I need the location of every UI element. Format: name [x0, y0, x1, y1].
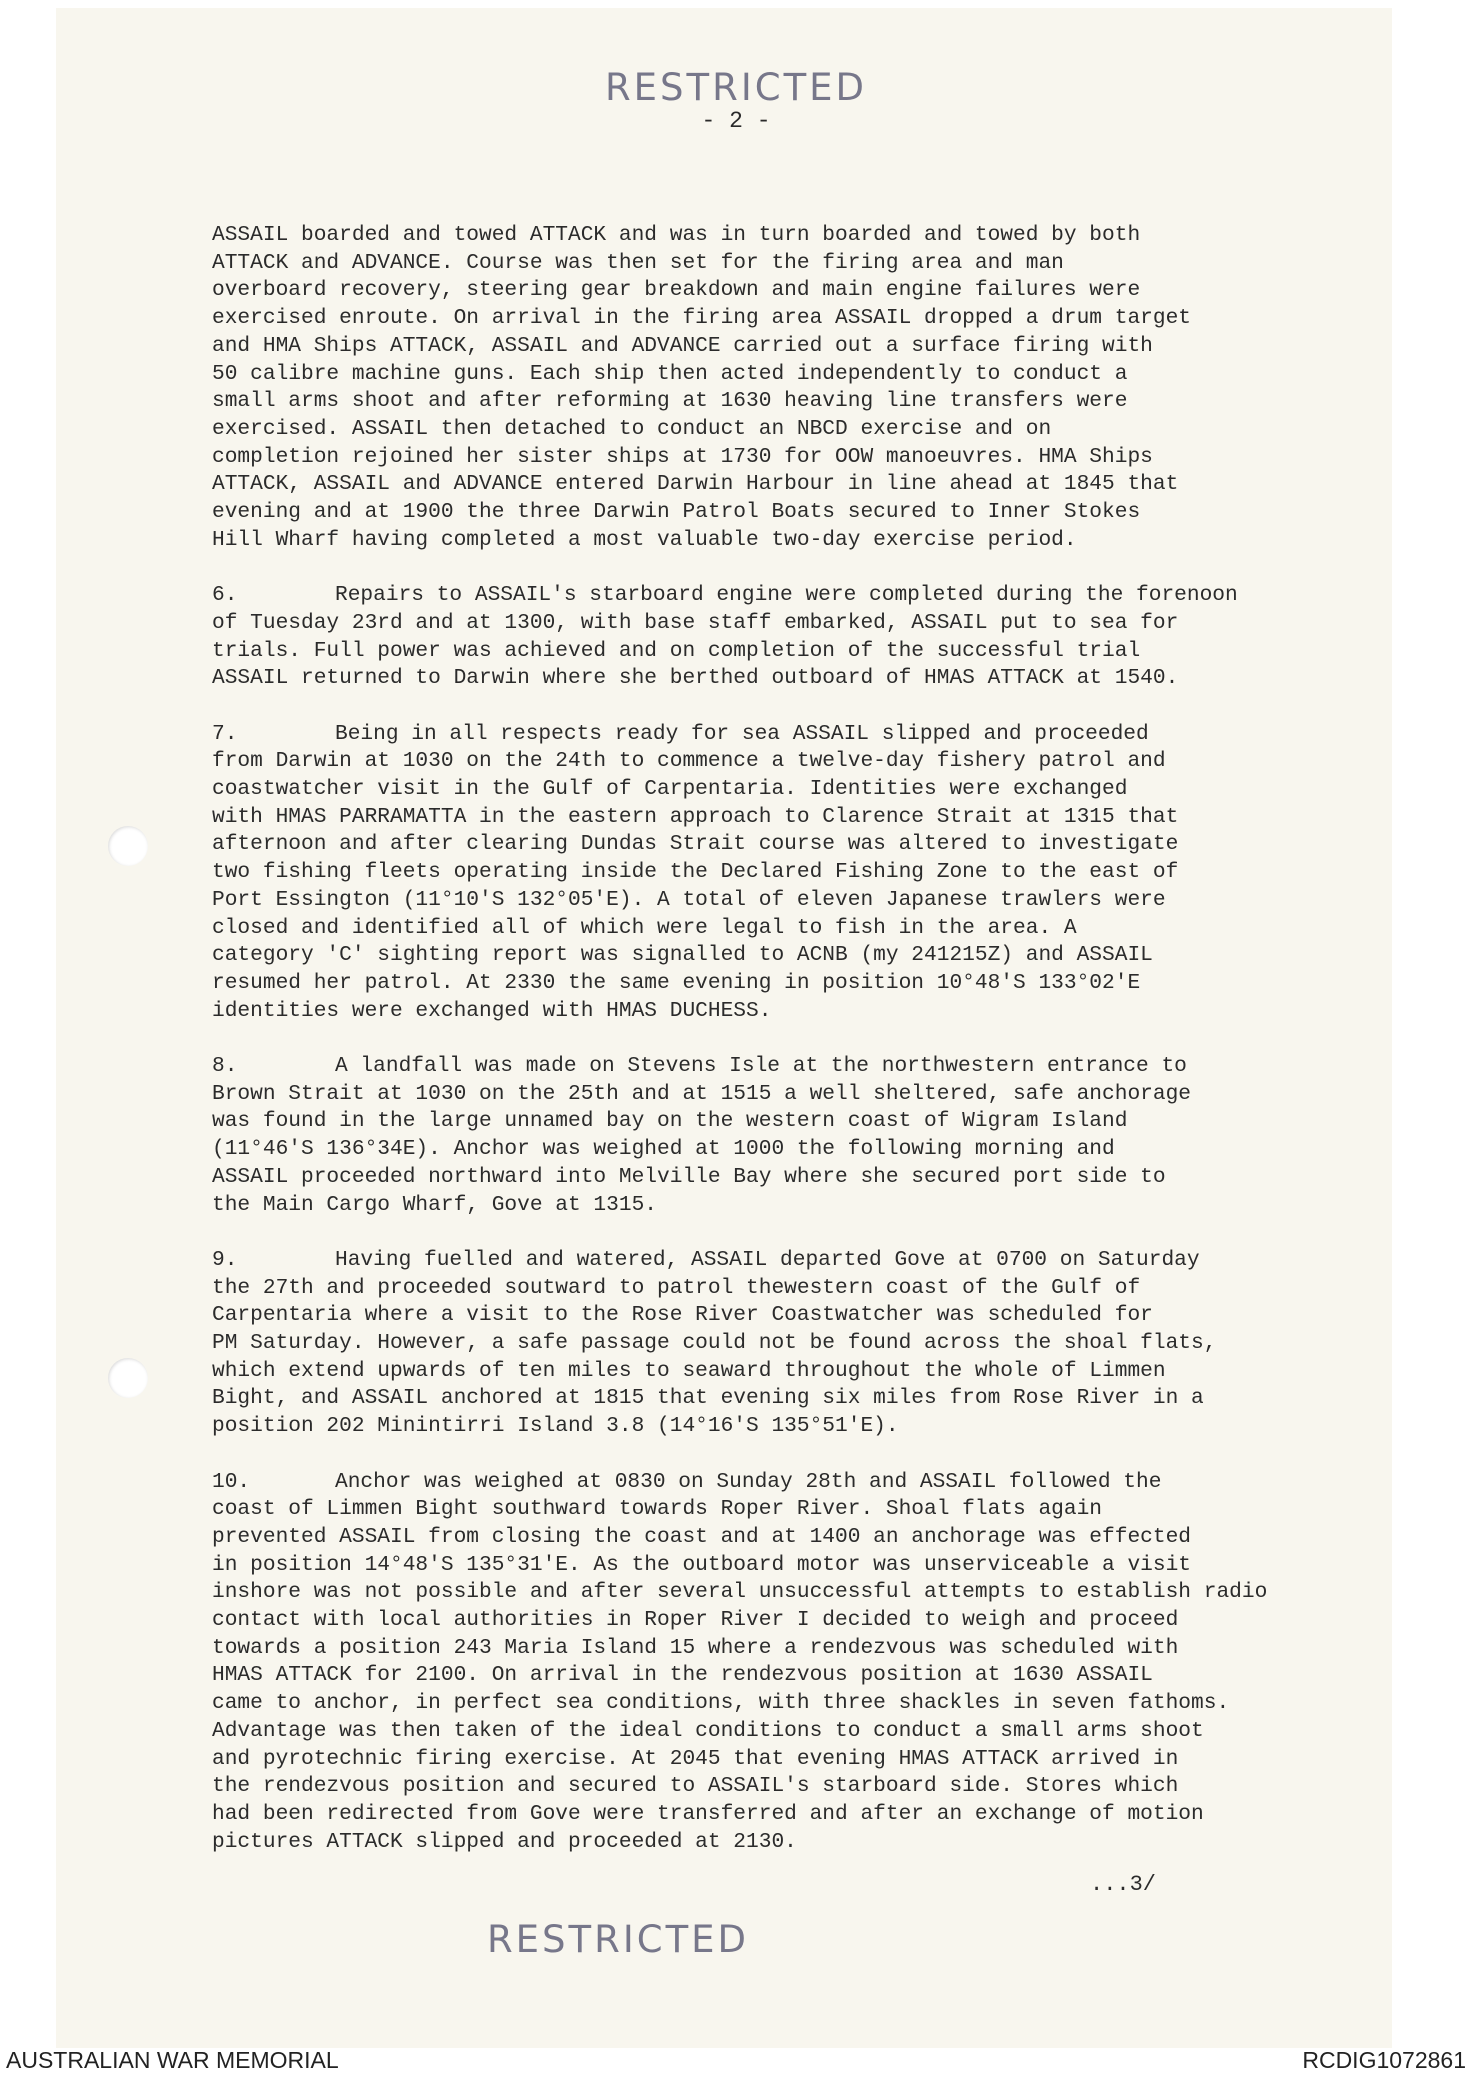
footer-archive-name: AUSTRALIAN WAR MEMORIAL [6, 2047, 339, 2073]
paragraph-line [212, 1081, 1372, 1109]
report-body [212, 222, 1372, 1884]
line-text: Having fuelled and watered, ASSAIL departed Gove at 0700 on Saturday [335, 1247, 1200, 1272]
line-text: Bight, and ASSAIL anchored at 1815 that evening six miles from Rose River in a [212, 1386, 1204, 1411]
paragraph-line [212, 1385, 1372, 1413]
paragraph-line [212, 444, 1372, 472]
paragraph-line [212, 1552, 1372, 1580]
paragraph-line [212, 1746, 1372, 1774]
paragraph [212, 582, 1372, 693]
paragraph [212, 1053, 1372, 1219]
paragraph-line [212, 1192, 1372, 1220]
paragraph-line [212, 1164, 1372, 1192]
paragraph-line [212, 250, 1372, 278]
paragraph-line [212, 1358, 1372, 1386]
classification-stamp-bottom: RESTRICTED [486, 1918, 750, 1961]
paragraph [212, 721, 1372, 1026]
punch-hole-lower [108, 1358, 148, 1398]
line-text: ASSAIL boarded and towed ATTACK and was in turn boarded and towed by both [212, 223, 1141, 247]
line-text: HMAS ATTACK for 2100. On arrival in the rendezvous position at 1630 ASSAIL [212, 1663, 1153, 1688]
line-text: came to anchor, in perfect sea conditions, with three shackles in seven fathoms. [212, 1691, 1230, 1716]
line-text: towards a position 243 Maria Island 15 where a rendezvous was scheduled with [212, 1635, 1179, 1660]
paragraph-line [212, 804, 1372, 832]
paragraph-number: 9. [212, 1247, 238, 1272]
line-text: 50 calibre machine guns. Each ship then acted independently to conduct a [212, 361, 1128, 386]
paragraph-line [212, 1773, 1372, 1801]
line-text: Repairs to ASSAIL's starboard engine were completed during the forenoon [335, 583, 1238, 608]
line-text: evening and at 1900 the three Darwin Patrol Boats secured to Inner Stokes [212, 500, 1141, 525]
line-text: position 202 Minintirri Island 3.8 (14°16'S 135°51'E). [212, 1414, 899, 1439]
paragraph-line [212, 1801, 1372, 1829]
paragraph-line [212, 582, 1372, 610]
paragraph-line [212, 998, 1372, 1026]
paragraph-line [212, 277, 1372, 305]
line-text: ASSAIL returned to Darwin where she berthed outboard of HMAS ATTACK at 1540. [212, 666, 1179, 691]
paragraph-line [212, 970, 1372, 998]
paragraph-line [212, 748, 1372, 776]
line-text: Being in all respects ready for sea ASSAIL slipped and proceeded [335, 721, 1149, 746]
line-text: of Tuesday 23rd and at 1300, with base staff embarked, ASSAIL put to sea for [212, 610, 1179, 635]
line-text: Carpentaria where a visit to the Rose River Coastwatcher was scheduled for [212, 1303, 1153, 1328]
paragraph-number: 10. [212, 1469, 251, 1494]
paragraph-line [212, 721, 1372, 749]
line-text: identities were exchanged with HMAS DUCHESS. [212, 998, 772, 1023]
line-text: and pyrotechnic firing exercise. At 2045 that evening HMAS ATTACK arrived in [212, 1746, 1179, 1771]
paragraph-line [212, 776, 1372, 804]
line-text: (11°46'S 136°34E). Anchor was weighed at 1000 the following morning and [212, 1137, 1115, 1162]
line-text: the 27th and proceeded soutward to patrol thewestern coast of the Gulf of [212, 1275, 1141, 1300]
paragraph-line [212, 610, 1372, 638]
paragraph-line [212, 1718, 1372, 1746]
line-text: was found in the large unnamed bay on the western coast of Wigram Island [212, 1109, 1128, 1134]
line-text: exercised enroute. On arrival in the firing area ASSAIL dropped a drum target [212, 306, 1192, 331]
paragraph-line [212, 1607, 1372, 1635]
line-text: closed and identified all of which were legal to fish in the area. A [212, 915, 1077, 940]
paragraph-line [212, 887, 1372, 915]
line-text: exercised. ASSAIL then detached to conduct an NBCD exercise and on [212, 416, 1052, 441]
paragraph-line [212, 1579, 1372, 1607]
line-text: contact with local authorities in Roper River I decided to weigh and proceed [212, 1608, 1179, 1633]
paragraph [212, 222, 1372, 554]
line-text: trials. Full power was achieved and on completion of the successful trial [212, 638, 1141, 663]
paragraph-line [212, 1136, 1372, 1164]
paragraph-line [212, 1413, 1372, 1441]
line-text: Advantage was then taken of the ideal conditions to conduct a small arms shoot [212, 1718, 1204, 1743]
line-text: ASSAIL proceeded northward into Melville Bay where she secured port side to [212, 1164, 1166, 1189]
paragraph-line [212, 942, 1372, 970]
line-text: afternoon and after clearing Dundas Strait course was altered to investigate [212, 832, 1179, 857]
line-text: coast of Limmen Bight southward towards Roper River. Shoal flats again [212, 1497, 1103, 1522]
line-text: overboard recovery, steering gear breakdown and main engine failures were [212, 278, 1141, 303]
line-text: Port Essington (11°10'S 132°05'E). A total of eleven Japanese trawlers were [212, 887, 1166, 912]
paragraph-line [212, 915, 1372, 943]
line-text: PM Saturday. However, a safe passage could not be found across the shoal flats, [212, 1331, 1217, 1356]
line-text: category 'C' sighting report was signalled to ACNB (my 241215Z) and ASSAIL [212, 943, 1153, 968]
paragraph [212, 1247, 1372, 1441]
paragraph-line [212, 1524, 1372, 1552]
paragraph-line [212, 665, 1372, 693]
line-text: Anchor was weighed at 0830 on Sunday 28th and ASSAIL followed the [335, 1469, 1162, 1494]
punch-hole-upper [108, 826, 148, 866]
paragraph-line [212, 831, 1372, 859]
line-text: in position 14°48'S 135°31'E. As the outboard motor was unserviceable a visit [212, 1552, 1192, 1577]
paragraph-line [212, 1635, 1372, 1663]
paragraph-number: 6. [212, 583, 238, 608]
paragraph-line [212, 1302, 1372, 1330]
paragraph-line [212, 1247, 1372, 1275]
line-text: had been redirected from Gove were transferred and after an exchange of motion [212, 1802, 1204, 1826]
line-text: ATTACK, ASSAIL and ADVANCE entered Darwin Harbour in line ahead at 1845 that [212, 472, 1179, 497]
paragraph-line [212, 222, 1372, 250]
paragraph [212, 1469, 1372, 1857]
paragraph-line [212, 471, 1372, 499]
paragraph-line [212, 305, 1372, 333]
paragraph-line [212, 1330, 1372, 1358]
footer-record-id: RCDIG1072861 [1302, 2047, 1466, 2073]
line-text: prevented ASSAIL from closing the coast and at 1400 an anchorage was effected [212, 1524, 1192, 1549]
line-text: coastwatcher visit in the Gulf of Carpentaria. Identities were exchanged [212, 777, 1128, 802]
line-text: pictures ATTACK slipped and proceeded at 2130. [212, 1829, 797, 1854]
paragraph-line [212, 638, 1372, 666]
paragraph-line [212, 361, 1372, 389]
paragraph-line [212, 1690, 1372, 1718]
paragraph-line [212, 1275, 1372, 1303]
line-text: A landfall was made on Stevens Isle at the northwestern entrance to [335, 1054, 1187, 1079]
paragraph-line [212, 1662, 1372, 1690]
line-text: Hill Wharf having completed a most valuable two-day exercise period. [212, 527, 1077, 552]
classification-stamp-top: RESTRICTED [604, 66, 868, 109]
line-text: two fishing fleets operating inside the Declared Fishing Zone to the east of [212, 860, 1179, 885]
line-text: and HMA Ships ATTACK, ASSAIL and ADVANCE carried out a surface firing with [212, 333, 1153, 358]
line-text: resumed her patrol. At 2330 the same evening in position 10°48'S 133°02'E [212, 970, 1141, 995]
paragraph-line [212, 527, 1372, 555]
paragraph-line [212, 416, 1372, 444]
paragraph-line [212, 1108, 1372, 1136]
line-text: the rendezvous position and secured to ASSAIL's starboard side. Stores which [212, 1774, 1179, 1799]
paragraph-line [212, 1469, 1372, 1497]
paragraph-number: 7. [212, 721, 238, 746]
line-text: completion rejoined her sister ships at 1730 for OOW manoeuvres. HMA Ships [212, 444, 1153, 469]
paragraph-line [212, 1053, 1372, 1081]
paragraph-line [212, 1496, 1372, 1524]
line-text: small arms shoot and after reforming at 1630 heaving line transfers were [212, 389, 1128, 414]
paragraph-line [212, 499, 1372, 527]
line-text: the Main Cargo Wharf, Gove at 1315. [212, 1192, 658, 1217]
paragraph-line [212, 388, 1372, 416]
line-text: from Darwin at 1030 on the 24th to commence a twelve-day fishery patrol and [212, 749, 1166, 774]
paragraph-line [212, 859, 1372, 887]
page-number: - 2 - [701, 108, 771, 134]
line-text: Brown Strait at 1030 on the 25th and at 1515 a well sheltered, safe anchorage [212, 1081, 1192, 1106]
line-text: inshore was not possible and after several unsuccessful attempts to establish radio [212, 1580, 1268, 1605]
line-text: which extend upwards of ten miles to seaward throughout the whole of Limmen [212, 1358, 1166, 1383]
paragraph-line [212, 1829, 1372, 1857]
line-text: with HMAS PARRAMATTA in the eastern approach to Clarence Strait at 1315 that [212, 804, 1179, 829]
continuation-marker: ...3/ [1090, 1872, 1157, 1897]
paragraph-number: 8. [212, 1054, 238, 1079]
line-text: ATTACK and ADVANCE. Course was then set for the firing area and man [212, 250, 1064, 275]
paragraph-line [212, 333, 1372, 361]
